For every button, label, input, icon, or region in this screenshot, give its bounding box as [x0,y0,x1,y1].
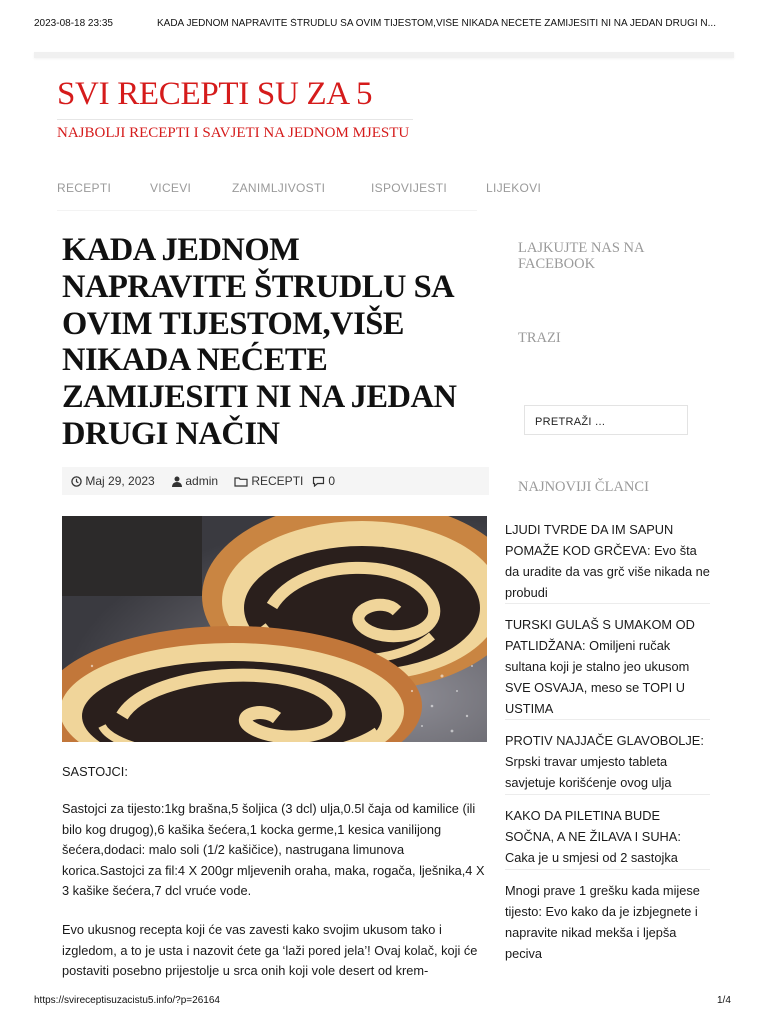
sidebar-latest-heading: NAJNOVIJI ČLANCI [518,479,649,495]
list-item[interactable]: PROTIV NAJJAČE GLAVOBOLJE: Srpski travar umjesto tableta savjetuje korišćenje ovog ulja [505,728,710,795]
article-paragraph-ingredients-heading: SASTOJCI: [62,764,128,779]
meta-author [172,474,218,488]
title-divider [57,119,413,120]
print-page-title: KADA JEDNOM NAPRAVITE ŠTRUDLU SA OVIM TIJESTOM,VIŠE NIKADA NEĆETE ZAMIJESITI NI NA JEDAN DRUGI N... [157,18,716,29]
nav-item-lijekovi[interactable]: LIJEKOVI [486,181,542,195]
meta-comments [312,474,335,488]
meta-category [234,474,303,488]
folder-icon [234,476,248,487]
nav-item-vicevi[interactable]: VICEVI [150,181,192,195]
article-image [62,516,487,742]
latest-articles-list [505,517,710,964]
list-item[interactable]: KAKO DA PILETINA BUDE SOČNA, A NE ŽILAVA I SUHA: Caka je u smjesi od 2 sastojka [505,803,710,870]
article-meta [62,467,489,495]
meta-date [71,474,155,488]
top-bar [34,52,734,58]
list-item[interactable]: TURSKI GULAŠ S UMAKOM OD PATLIDŽANA: Omiljeni ručak sultana koji je stalno jeo ukusom SVE OSVAJA, meso se TOPI U USTIMA [505,612,710,720]
sidebar-search-heading: TRAZI [518,330,561,346]
poppy-seed-roll-photo [62,516,487,742]
print-footer-page: 1/4 [717,995,731,1006]
print-header [0,0,768,40]
list-item[interactable]: Mnogi prave 1 grešku kada mijese tijesto: Evo kako da je izbjegnete i napravite nikad mekša i ljepša peciva [505,883,700,961]
nav-item-recepti[interactable]: RECEPTI [57,181,112,195]
article-paragraph-intro: Evo ukusnog recepta koji će vas zavesti kako svojim ukusom tako i izgledom, a to je usta i nazovit ćete ga ‘laži pored jela’! Ovaj kolač, koji će postaviti posebno prijestolje u srca onih koji vole desert od krem- [62,922,478,978]
article-paragraph-ingredients: Sastojci za tijesto:1kg brašna,5 šoljica (3 dcl) ulja,0.5l čaja od kamilice (ili bilo kog drugog),6 kašika šećera,1 kocka germe,1 kesica vanilijong šećera,dodaci: malo soli (1/2 kašičice), nastrugana limunova korica.Sastojci za fil:4 X 200gr mljevenih oraha, maka, rogača, lješnika,4 X 3 kašike šećera,7 dcl vruće vode. [62,801,485,898]
nav-item-zanimljivosti[interactable]: ZANIMLJIVOSTI [232,181,326,195]
meta-date-text[interactable]: Maj 29, 2023 [85,474,155,488]
meta-author-text[interactable]: admin [185,474,219,488]
list-item[interactable]: LJUDI TVRDE DA IM SAPUN POMAŽE KOD GRČEVA: Evo šta da uradite da vas grč više nikada ne probudi [505,517,710,604]
meta-comments-count[interactable]: 0 [328,474,336,488]
comment-icon [312,476,325,487]
print-timestamp: 2023-08-18 23:35 [34,18,113,29]
print-footer-url: https://svireceptisuzacistu5.info/?p=26164 [34,995,220,1006]
article-title: KADA JEDNOM NAPRAVITE ŠTRUDLU SA OVIM TIJESTOM,VIŠE NIKADA NEĆETE ZAMIJESITI NI NA JEDAN DRUGI NAČIN [62,232,457,452]
site-title[interactable]: SVI RECEPTI SU ZA 5 [57,76,373,112]
nav-divider [57,210,477,211]
nav-item-ispovijesti[interactable]: ISPOVIJESTI [371,181,447,195]
site-tagline: NAJBOLJI RECEPTI I SAVJETI NA JEDNOM MJESTU [57,125,410,141]
search-input[interactable]: PRETRAŽI ... [524,405,688,435]
sidebar-facebook-heading: LAJKUJTE NAS NA FACEBOOK [518,240,644,272]
meta-category-text[interactable]: RECEPTI [251,474,304,488]
clock-icon [71,476,82,487]
user-icon [172,476,182,487]
